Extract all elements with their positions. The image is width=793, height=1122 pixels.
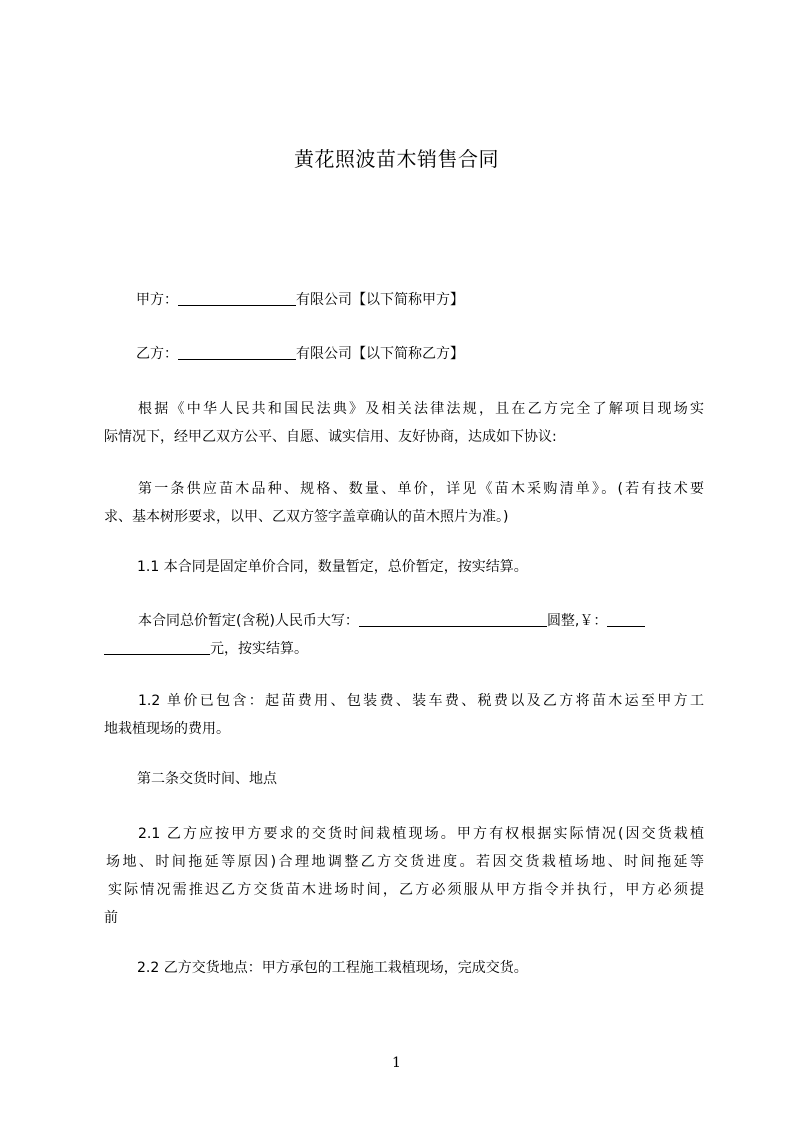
clause-2-1-line-4: 前 [104, 910, 118, 926]
party-a-blank [178, 289, 296, 306]
clause-2-1-paragraph [104, 820, 704, 932]
party-b-line [136, 340, 736, 368]
intro-line-1: 根据《中华人民共和国民法典》及相关法律法规，且在乙方完全了解项目现场实 [138, 401, 704, 417]
total-price-line-1 [104, 607, 704, 635]
clause-2-2: 2.2 乙方交货地点：甲方承包的工程施工栽植现场，完成交货。 [137, 960, 528, 976]
clause-1-2-line-2: 地栽植现场的费用。 [104, 721, 230, 737]
party-a-suffix: 有限公司【以下简称甲方】 [296, 292, 464, 308]
total-price-words-blank [359, 610, 547, 627]
clause-2-1-line-3: 实际情况需推迟乙方交货苗木进场时间，乙方必须服从甲方指令并执行，甲方必须提 [108, 882, 704, 898]
total-price-amount-blank-2 [104, 638, 210, 655]
clause-1-1: 1.1 本合同是固定单价合同，数量暂定，总价暂定，按实结算。 [137, 559, 528, 575]
clause-1-2-paragraph [104, 687, 704, 743]
clause-1-2-line-1: 1.2 单价已包含：起苗费用、包装费、装车费、税费以及乙方将苗木运至甲方工 [138, 693, 704, 709]
party-b-suffix: 有限公司【以下简称乙方】 [296, 346, 464, 362]
total-price-amount-blank-1 [607, 610, 645, 627]
clause-2-1-line-2: 场地、时间拖延等原因)合理地调整乙方交货进度。若因交货栽植场地、时间拖延等 [106, 854, 704, 870]
contract-title: 黄花照波苗木销售合同 [294, 147, 499, 171]
intro-paragraph [104, 395, 704, 451]
page-number: 1 [392, 1055, 401, 1071]
party-a-line [136, 286, 736, 314]
article-1-line-1: 第一条供应苗木品种、规格、数量、单价，详见《苗木采购清单》。(若有技术要 [138, 481, 704, 497]
party-a-label: 甲方： [136, 292, 178, 308]
party-b-label: 乙方： [136, 346, 178, 362]
article-2-title: 第二条交货时间、地点 [137, 771, 277, 787]
intro-line-2: 际情况下，经甲乙双方公平、自愿、诚实信用、友好协商，达成如下协议: [104, 429, 557, 445]
total-price-middle: 圆整,￥： [546, 613, 608, 629]
total-price-paragraph [104, 607, 704, 663]
total-price-suffix: 元，按实结算。 [210, 641, 308, 657]
article-1-paragraph [104, 475, 704, 531]
party-b-blank [178, 343, 296, 360]
clause-2-1-line-1: 2.1 乙方应按甲方要求的交货时间栽植现场。甲方有权根据实际情况(因交货栽植 [138, 826, 704, 842]
total-price-prefix: 本合同总价暂定(含税)人民币大写： [138, 613, 359, 629]
article-1-line-2: 求、基本树形要求，以甲、乙双方签字盖章确认的苗木照片为准。) [104, 509, 509, 525]
total-price-line-2 [104, 635, 704, 663]
